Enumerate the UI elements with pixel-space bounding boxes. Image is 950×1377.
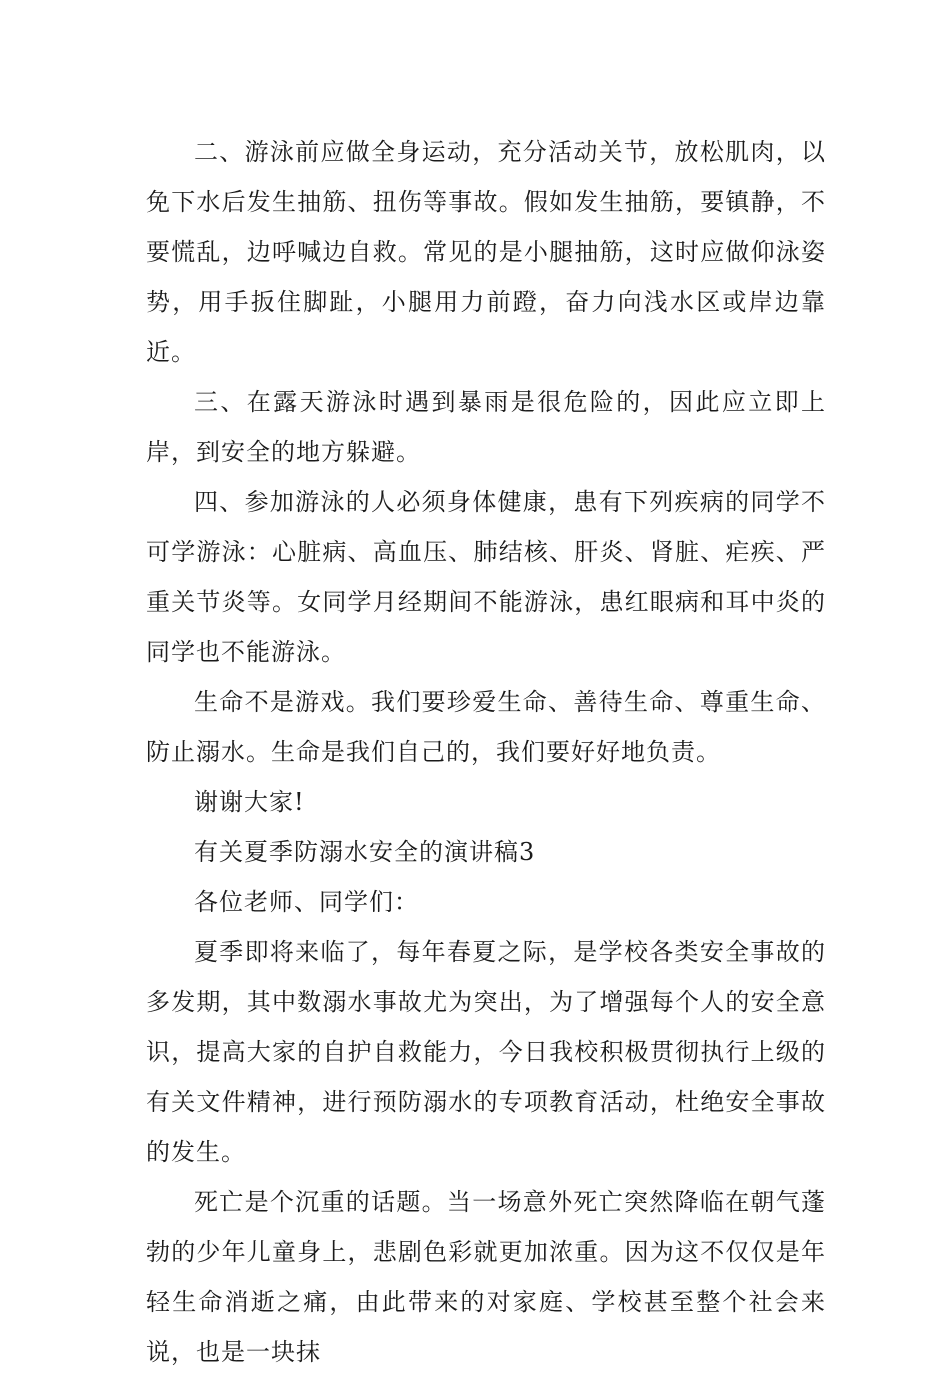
paragraph-section-two: 二、游泳前应做全身运动，充分活动关节，放松肌肉，以免下水后发生抽筋、扭伤等事故。假如发生抽筋，要镇静，不要慌乱，边呼喊边自救。常见的是小腿抽筋，这时应做仰泳姿势，用手扳住脚趾，小腿用力前蹬，奋力向浅水区或岸边靠近。 — [146, 138, 826, 366]
paragraph-summer-intro: 夏季即将来临了，每年春夏之际，是学校各类安全事故的多发期，其中数溺水事故尤为突出，为了增强每个人的安全意识，提高大家的自护自救能力，今日我校积极贯彻执行上级的有关文件精神，进行预防溺水的专项教育活动，杜绝安全事故的发生。 — [146, 938, 826, 1166]
speech-title: 有关夏季防溺水安全的演讲稿3 — [194, 838, 536, 866]
paragraph-death-topic: 死亡是个沉重的话题。当一场意外死亡突然降临在朝气蓬勃的少年儿童身上，悲剧色彩就更加浓重。因为这不仅仅是年轻生命消逝之痛，由此带来的对家庭、学校甚至整个社会来说，也是一块抹 — [146, 1188, 826, 1366]
document-body — [146, 127, 826, 1377]
paragraph-section-three: 三、在露天游泳时遇到暴雨是很危险的，因此应立即上岸，到安全的地方躲避。 — [146, 388, 826, 466]
paragraph-life-not-game: 生命不是游戏。我们要珍爱生命、善待生命、尊重生命、防止溺水。生命是我们自己的，我们要好好地负责。 — [146, 688, 826, 766]
paragraph-thanks: 谢谢大家! — [194, 788, 305, 816]
paragraph-section-four: 四、参加游泳的人必须身体健康，患有下列疾病的同学不可学游泳：心脏病、高血压、肺结核、肝炎、肾脏、疟疾、严重关节炎等。女同学月经期间不能游泳，患红眼病和耳中炎的同学也不能游泳。 — [146, 488, 826, 666]
salutation: 各位老师、同学们： — [194, 888, 419, 916]
